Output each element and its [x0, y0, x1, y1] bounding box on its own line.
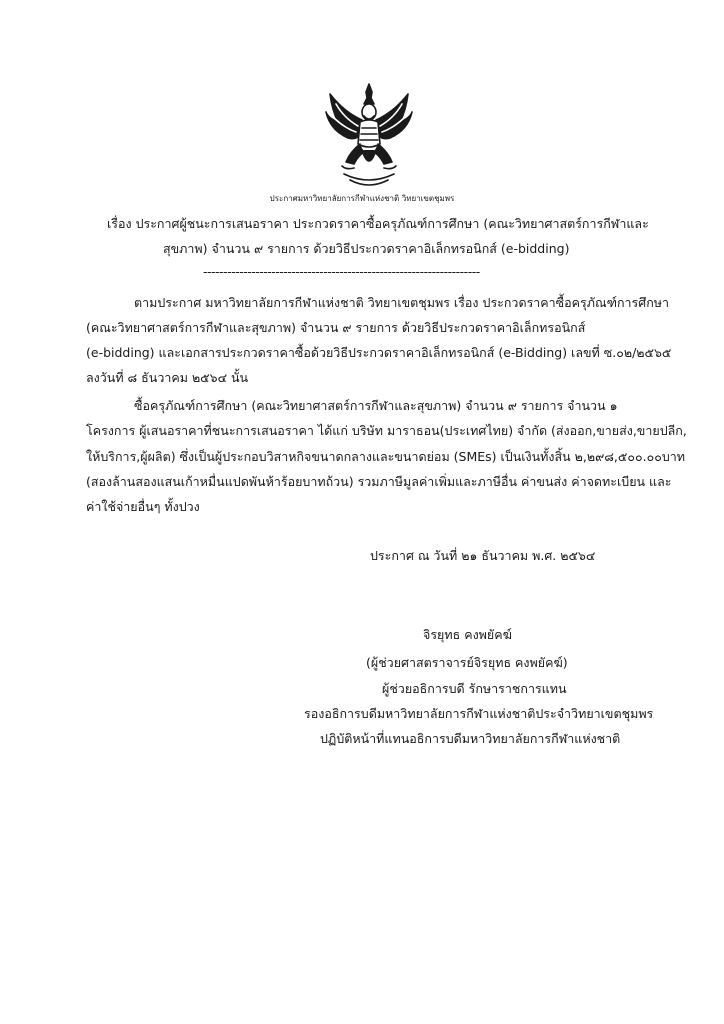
paragraph-2-line-3: ให้บริการ,ผู้ผลิต) ซึ่งเป็นผู้ประกอบวิสาหกิจขนาดกลางและขนาดย่อม (SMEs) เป็นเงินทั้งสิ้น ๒,๒๙๘,๕๐๐.๐๐บาท	[86, 449, 686, 464]
paragraph-1-line-4: ลงวันที่ ๘ ธันวาคม ๒๕๖๔ นั้น	[86, 370, 249, 385]
paragraph-2-line-5: ค่าใช้จ่ายอื่นๆ ทั้งปวง	[86, 499, 200, 514]
signatory-name-full: (ผู้ช่วยศาสตราจารย์จิรยุทธ คงพยัคฆ์)	[366, 655, 568, 670]
announcement-date: ประกาศ ณ วันที่ ๒๑ ธันวาคม พ.ศ. ๒๕๖๔	[370, 548, 596, 563]
signatory-role-1: ผู้ช่วยอธิการบดี รักษาราชการแทน	[382, 681, 567, 696]
paragraph-2-line-2: โครงการ ผู้เสนอราคาที่ชนะการเสนอราคา ได้แก่ บริษัท มาราธอน(ประเทศไทย) จำกัด (ส่งออก,ขายส่ง,ขายปลีก,	[86, 423, 687, 438]
header-divider: ---------------------------------------------------------------------	[203, 264, 480, 279]
paragraph-1-line-3: (e-bidding) และเอกสารประกวดราคาซื้อด้วยวิธีประกวดราคาอิเล็กทรอนิกส์ (e-Bidding) เลขที่ ซ.๐๒/๒๕๖๕	[86, 345, 672, 360]
signatory-name: จิรยุทธ คงพยัคฆ์	[423, 627, 512, 642]
garuda-emblem-icon	[324, 82, 414, 192]
signatory-role-3: ปฏิบัติหน้าที่แทนอธิการบดีมหาวิทยาลัยการกีฬาแห่งชาติ	[320, 731, 621, 746]
document-title: ประกาศมหาวิทยาลัยการกีฬาแห่งชาติ วิทยาเขตชุมพร	[269, 194, 455, 203]
paragraph-1-line-2: (คณะวิทยาศาสตร์การกีฬาและสุขภาพ) จำนวน ๙ รายการ ด้วยวิธีประกวดราคาอิเล็กทรอนิกส์	[86, 320, 586, 335]
paragraph-2-line-4: (สองล้านสองแสนเก้าหมื่นแปดพันห้าร้อยบาทถ้วน) รวมภาษีมูลค่าเพิ่มและภาษีอื่น ค่าขนส่ง ค่าจดทะเบียน และ	[86, 474, 672, 489]
subject-line-2: สุขภาพ) จำนวน ๙ รายการ ด้วยวิธีประกวดราคาอิเล็กทรอนิกส์ (e-bidding)	[163, 241, 570, 256]
signatory-role-2: รองอธิการบดีมหาวิทยาลัยการกีฬาแห่งชาติประจำวิทยาเขตชุมพร	[304, 706, 654, 721]
paragraph-2-line-1: ซื้อครุภัณฑ์การศึกษา (คณะวิทยาศาสตร์การกีฬาและสุขภาพ) จำนวน ๙ รายการ จำนวน ๑	[134, 398, 618, 413]
subject-line-1: เรื่อง ประกาศผู้ชนะการเสนอราคา ประกวดราคาซื้อครุภัณฑ์การศึกษา (คณะวิทยาศาสตร์การกีฬาและ	[107, 216, 649, 231]
paragraph-1-line-1: ตามประกาศ มหาวิทยาลัยการกีฬาแห่งชาติ วิทยาเขตชุมพร เรื่อง ประกวดราคาซื้อครุภัณฑ์การศึกษา	[134, 295, 670, 310]
